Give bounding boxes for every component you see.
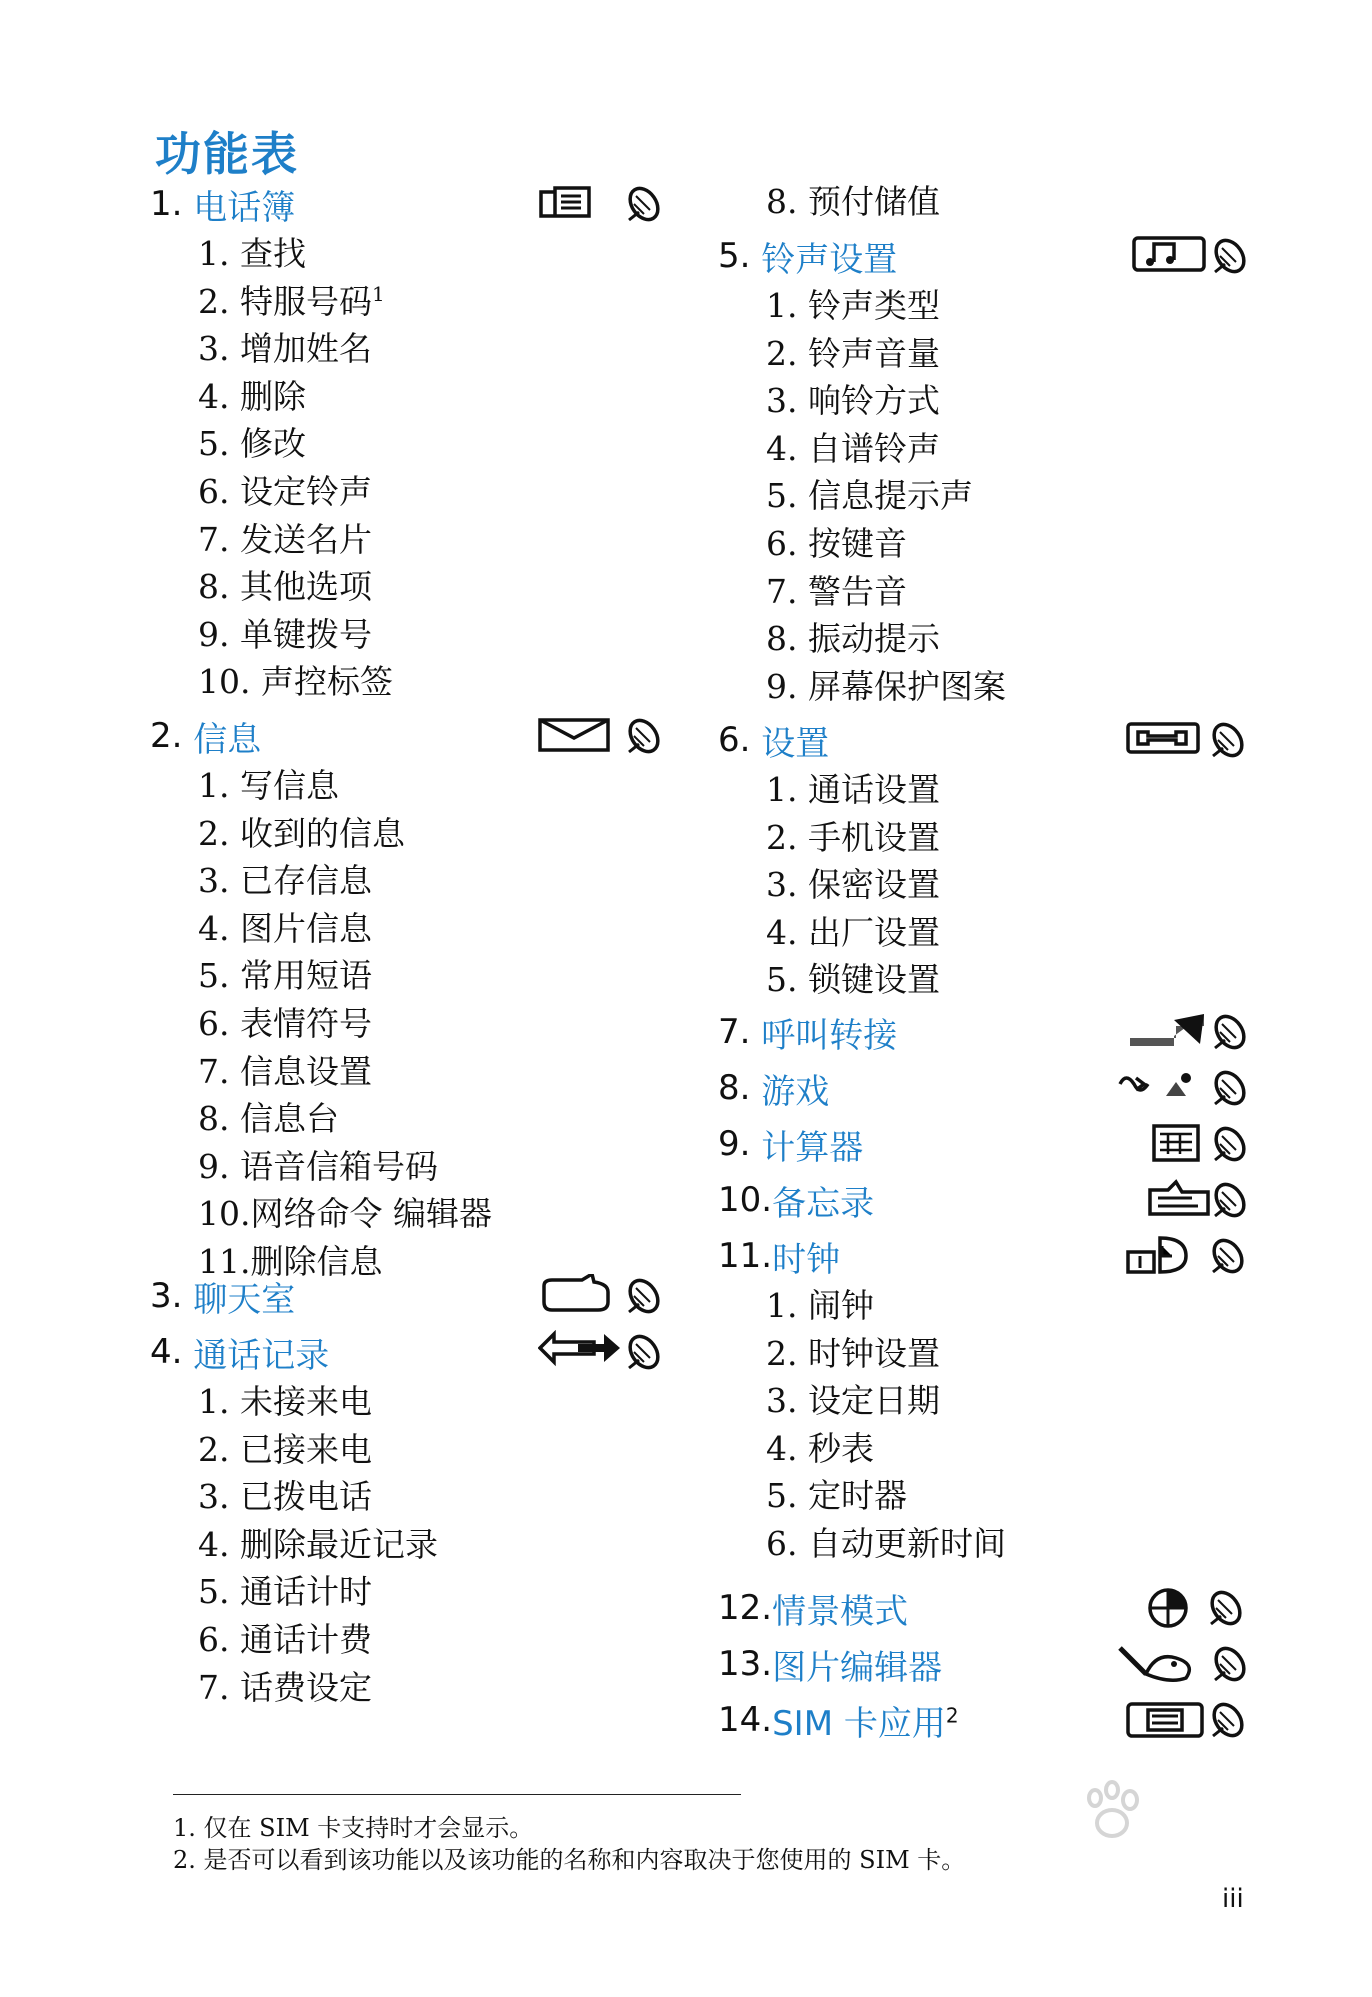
menu-item [198, 280, 385, 324]
menu-item-label: 4. 删除 [198, 376, 306, 416]
double-arrow-icon [538, 1330, 666, 1374]
menu-item-label: 2. 已接来电 [198, 1429, 372, 1469]
game-icon [1116, 1066, 1254, 1110]
menu-item [198, 1192, 492, 1236]
menu-item-label: 3. 已拨电话 [198, 1477, 372, 1517]
menu-item [766, 863, 940, 907]
menu-item-label: 6. 通话计费 [198, 1620, 372, 1659]
section-number: 10. [718, 1180, 773, 1220]
section-title: 电话簿 [193, 187, 296, 228]
menu-item-label: 1. 查找 [198, 234, 306, 273]
section-number: 14. [718, 1700, 773, 1740]
menu-item [198, 1428, 372, 1472]
menu-item-label: 4. 自谱铃声 [766, 428, 940, 468]
section-number: 3. [150, 1276, 194, 1316]
menu-item [766, 768, 940, 812]
menu-item-label: 5. 信息提示声 [766, 476, 973, 516]
section-title: 时钟 [772, 1239, 841, 1280]
section-number: 1. [150, 184, 194, 224]
menu-item-label: 2. 收到的信息 [198, 813, 405, 853]
section-number: 13. [718, 1644, 773, 1684]
menu-item [198, 1475, 372, 1519]
menu-item-label: 4. 出厂设置 [766, 912, 940, 952]
menu-item [766, 1379, 940, 1423]
menu-item-label: 2. 特服号码 [198, 281, 372, 321]
menu-item-label: 2. 铃声音量 [766, 333, 940, 373]
memo-icon [1146, 1178, 1254, 1222]
section-number: 5. [718, 236, 762, 276]
menu-item-label: 1. 未接来电 [198, 1382, 372, 1421]
section-title: 通话记录 [193, 1335, 330, 1376]
menu-item [198, 1570, 372, 1614]
menu-item-label: 5. 常用短语 [198, 956, 372, 996]
section-title: 图片编辑器 [772, 1647, 943, 1688]
menu-item [198, 1666, 372, 1710]
menu-item-label: 5. 定时器 [766, 1476, 907, 1516]
section-number: 9. [718, 1124, 762, 1164]
menu-item-label: 9. 屏幕保护图案 [766, 666, 1006, 706]
menu-item-label: 1. 通话设置 [766, 770, 940, 809]
menu-item-label: 1. 写信息 [198, 766, 339, 805]
page-number: iii [1222, 1884, 1244, 1914]
footnote-2: 2. 是否可以看到该功能以及该功能的名称和内容取决于您使用的 SIM 卡。 [173, 1846, 966, 1874]
section-title: 铃声设置 [761, 239, 898, 280]
menu-item [198, 422, 306, 466]
menu-item [198, 1523, 438, 1567]
menu-item [766, 1332, 940, 1376]
menu-item-label: 8. 信息台 [198, 1099, 339, 1139]
menu-item [766, 911, 940, 955]
section-number: 7. [718, 1012, 762, 1052]
section-number: 6. [718, 720, 762, 760]
profile-icon [1146, 1586, 1254, 1630]
menu-item-label: 7. 信息设置 [198, 1051, 372, 1091]
section-title: 计算器 [761, 1127, 864, 1168]
menu-item-label: 3. 设定日期 [766, 1381, 940, 1421]
paw-watermark-icon [980, 1778, 1150, 1868]
menu-item [198, 907, 372, 951]
menu-item [198, 1002, 372, 1046]
menu-item [766, 816, 940, 860]
menu-item-label: 5. 通话计时 [198, 1572, 372, 1612]
menu-item-label: 5. 锁键设置 [766, 960, 940, 1000]
menu-item [198, 812, 405, 856]
menu-item [198, 1618, 372, 1662]
menu-item [766, 1522, 1006, 1566]
menu-item [198, 1380, 372, 1424]
menu-item-label: 10.网络命令 编辑器 [198, 1194, 492, 1234]
menu-item-label: 10. 声控标签 [198, 662, 393, 702]
section-title: 游戏 [761, 1071, 830, 1112]
menu-item [198, 327, 372, 371]
footnote-divider [173, 1794, 741, 1795]
forward-arrow-icon [1126, 1010, 1254, 1054]
menu-item [766, 474, 973, 518]
menu-item-label: 8. 其他选项 [198, 567, 372, 607]
menu-item-label: 5. 修改 [198, 424, 306, 464]
menu-item-label: 3. 已存信息 [198, 861, 372, 901]
menu-item-label: 9. 单键拨号 [198, 614, 372, 654]
menu-item [766, 570, 907, 614]
menu-item-label: 3. 响铃方式 [766, 381, 940, 421]
section-number: 11. [718, 1236, 773, 1276]
section-title: 情景模式 [772, 1591, 909, 1632]
clock-icon [1126, 1234, 1254, 1278]
menu-item [766, 332, 940, 376]
section-title: 呼叫转接 [761, 1015, 898, 1056]
sim-card-icon [1126, 1698, 1254, 1742]
menu-item [198, 232, 306, 276]
calculator-icon [1150, 1122, 1254, 1166]
music-note-icon [1132, 234, 1254, 278]
menu-item [766, 1284, 874, 1328]
menu-item-label: 1. 铃声类型 [766, 286, 940, 325]
menu-item-label: 2. 时钟设置 [766, 1333, 940, 1373]
menu-item [766, 665, 1006, 709]
menu-item-label: 6. 按键音 [766, 524, 907, 563]
footnote-marker: 1 [371, 281, 385, 306]
menu-item-label: 7. 话费设定 [198, 1667, 372, 1707]
menu-item [198, 565, 372, 609]
phonebook-icon [538, 182, 666, 226]
menu-item [198, 660, 393, 704]
section-title: 设置 [761, 723, 830, 764]
section-number: 4. [150, 1332, 194, 1372]
menu-item [198, 518, 372, 562]
menu-item [198, 764, 339, 808]
menu-item [766, 1474, 907, 1518]
menu-item [766, 617, 940, 661]
menu-item [198, 375, 306, 419]
menu-item-label: 6. 自动更新时间 [766, 1524, 1006, 1563]
menu-item [198, 1050, 372, 1094]
menu-item [766, 1427, 874, 1471]
menu-item-label: 8. 预付储值 [766, 182, 940, 221]
menu-item [198, 613, 372, 657]
menu-item [766, 379, 940, 423]
envelope-icon [538, 714, 666, 758]
footnote-1: 1. 仅在 SIM 卡支持时才会显示。 [173, 1814, 534, 1842]
menu-item [766, 522, 907, 566]
menu-item [198, 1145, 438, 1189]
menu-item-label: 8. 振动提示 [766, 619, 940, 659]
section-title: 备忘录 [772, 1183, 875, 1224]
section-title: SIM 卡应用$^2$ [772, 1703, 959, 1744]
chat-bubble-icon [538, 1274, 666, 1318]
menu-item-label: 4. 删除最近记录 [198, 1524, 438, 1564]
section-title: 信息 [193, 719, 262, 760]
footnote-marker: 2 [945, 1703, 959, 1728]
menu-item [766, 427, 940, 471]
menu-item-label: 4. 图片信息 [198, 908, 372, 948]
menu-item [198, 470, 372, 514]
menu-item-label: 2. 手机设置 [766, 817, 940, 857]
menu-item [198, 954, 372, 998]
section-title: 聊天室 [193, 1279, 296, 1320]
menu-item-label: 11.删除信息 [198, 1242, 383, 1281]
section-number: 8. [718, 1068, 762, 1108]
section-number: 2. [150, 716, 194, 756]
menu-item [198, 859, 372, 903]
menu-item [766, 180, 940, 224]
menu-item-label: 6. 表情符号 [198, 1004, 372, 1043]
menu-item-label: 7. 发送名片 [198, 519, 372, 559]
menu-item-label: 3. 增加姓名 [198, 329, 372, 369]
menu-item-label: 1. 闹钟 [766, 1286, 874, 1325]
menu-item-label: 3. 保密设置 [766, 865, 940, 905]
menu-item [766, 284, 940, 328]
menu-item-label: 6. 设定铃声 [198, 472, 372, 511]
menu-item-label: 4. 秒表 [766, 1428, 874, 1468]
wrench-icon [1126, 718, 1254, 762]
menu-item [198, 1097, 339, 1141]
menu-item-label: 7. 警告音 [766, 571, 907, 611]
page-title: 功能表 [155, 127, 299, 181]
picture-editor-icon [1116, 1642, 1254, 1686]
menu-item [766, 958, 940, 1002]
section-number: 12. [718, 1588, 773, 1628]
menu-item-label: 9. 语音信箱号码 [198, 1146, 438, 1186]
